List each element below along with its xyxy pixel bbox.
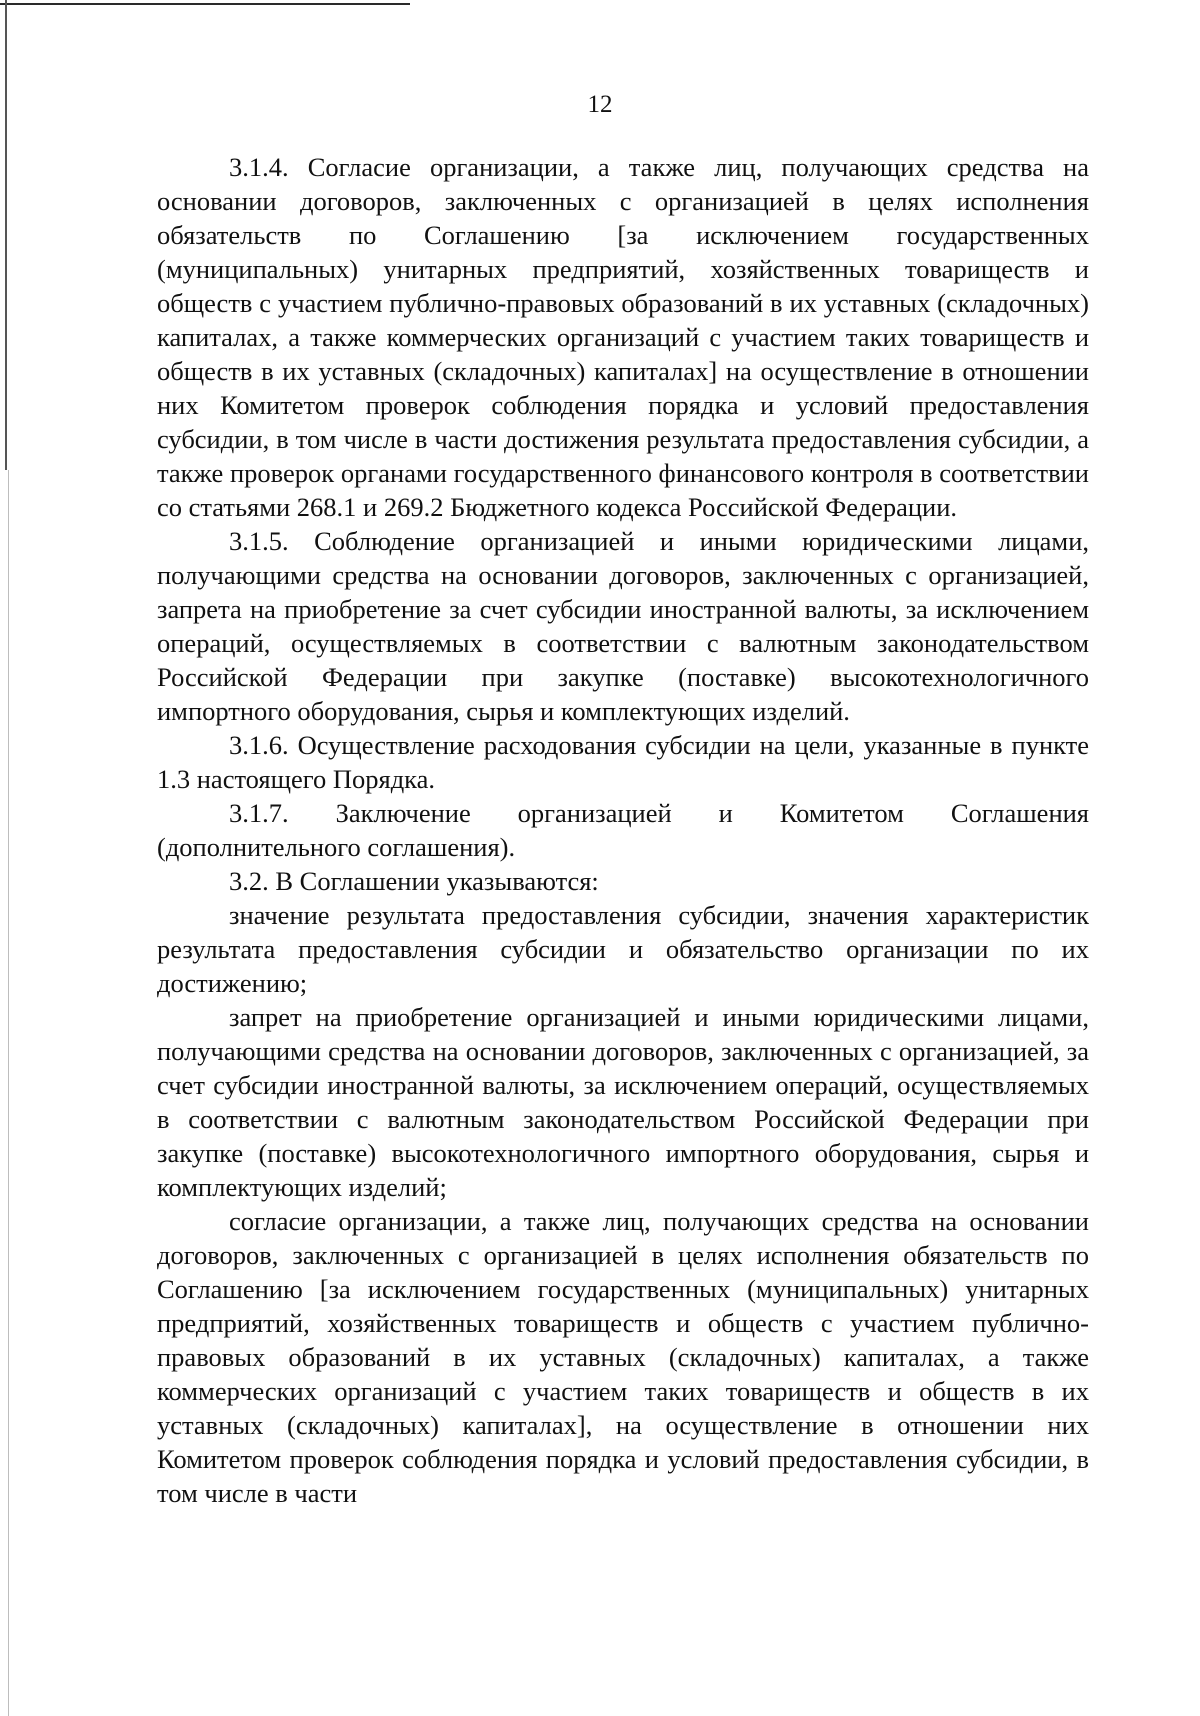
paragraph-currency-ban: запрет на приобретение организацией и иными юридическими лицами, получающими средства на основании договоров, заключенных с организацией, за счет субсидии иностранной валюты, за исключением операций, осуществляемых в соответствии с валютным законодательством Российской Федерации при закупке (поставке) высокотехнологичного импортного оборудования, сырья и комплектующих изделий; — [157, 1002, 1089, 1202]
document-body — [157, 150, 1089, 1510]
page-number: 12 — [587, 91, 613, 118]
paragraph-3-2: 3.2. В Соглашении указываются: — [229, 866, 599, 896]
paragraph-consent: согласие организации, а также лиц, получающих средства на основании договоров, заключенных с организацией в целях исполнения обязательств по Соглашению [за исключением государственных (муниципальных) унитарных предприятий, хозяйственных товариществ и обществ с участием публично-правовых образований в их уставных (складочных) капиталах, а также коммерческих организаций с участием таких товариществ и обществ в их уставных (складочных) капиталах], на осуществление в отношении них Комитетом проверок соблюдения порядка и условий предоставления субсидии, в том числе в части — [157, 1206, 1089, 1508]
scan-border-line — [0, 3, 410, 5]
paragraph-3-1-5: 3.1.5. Соблюдение организацией и иными юридическими лицами, получающими средства на основании договоров, заключенных с организацией, запрета на приобретение за счет субсидии иностранной валюты, за исключением операций, осуществляемых в соответствии с валютным законодательством Российской Федерации при закупке (поставке) высокотехнологичного импортного оборудования, сырья и комплектующих изделий. — [157, 526, 1089, 726]
paragraph-result-value: значение результата предоставления субсидии, значения характеристик результата предоставления субсидии и обязательство организации по их достижению; — [157, 900, 1089, 998]
scan-left-edge-faint — [8, 470, 9, 1716]
paragraph-3-1-6: 3.1.6. Осуществление расходования субсидии на цели, указанные в пункте 1.3 настоящего Порядка. — [157, 730, 1089, 794]
paragraph-3-1-7: 3.1.7. Заключение организацией и Комитетом Соглашения (дополнительного соглашения). — [157, 798, 1089, 862]
paragraph-3-1-4: 3.1.4. Согласие организации, а также лиц, получающих средства на основании договоров, заключенных с организацией в целях исполнения обязательств по Соглашению [за исключением государственных (муниципальных) унитарных предприятий, хозяйственных товариществ и обществ с участием публично-правовых образований в их уставных (складочных) капиталах, а также коммерческих организаций с участием таких товариществ и обществ в их уставных (складочных) капиталах] на осуществление в отношении них Комитетом проверок соблюдения порядка и условий предоставления субсидии, в том числе в части достижения результата предоставления субсидии, а также проверок органами государственного финансового контроля в соответствии со статьями 268.1 и 269.2 Бюджетного кодекса Российской Федерации. — [157, 152, 1089, 522]
scan-left-edge — [5, 0, 7, 470]
